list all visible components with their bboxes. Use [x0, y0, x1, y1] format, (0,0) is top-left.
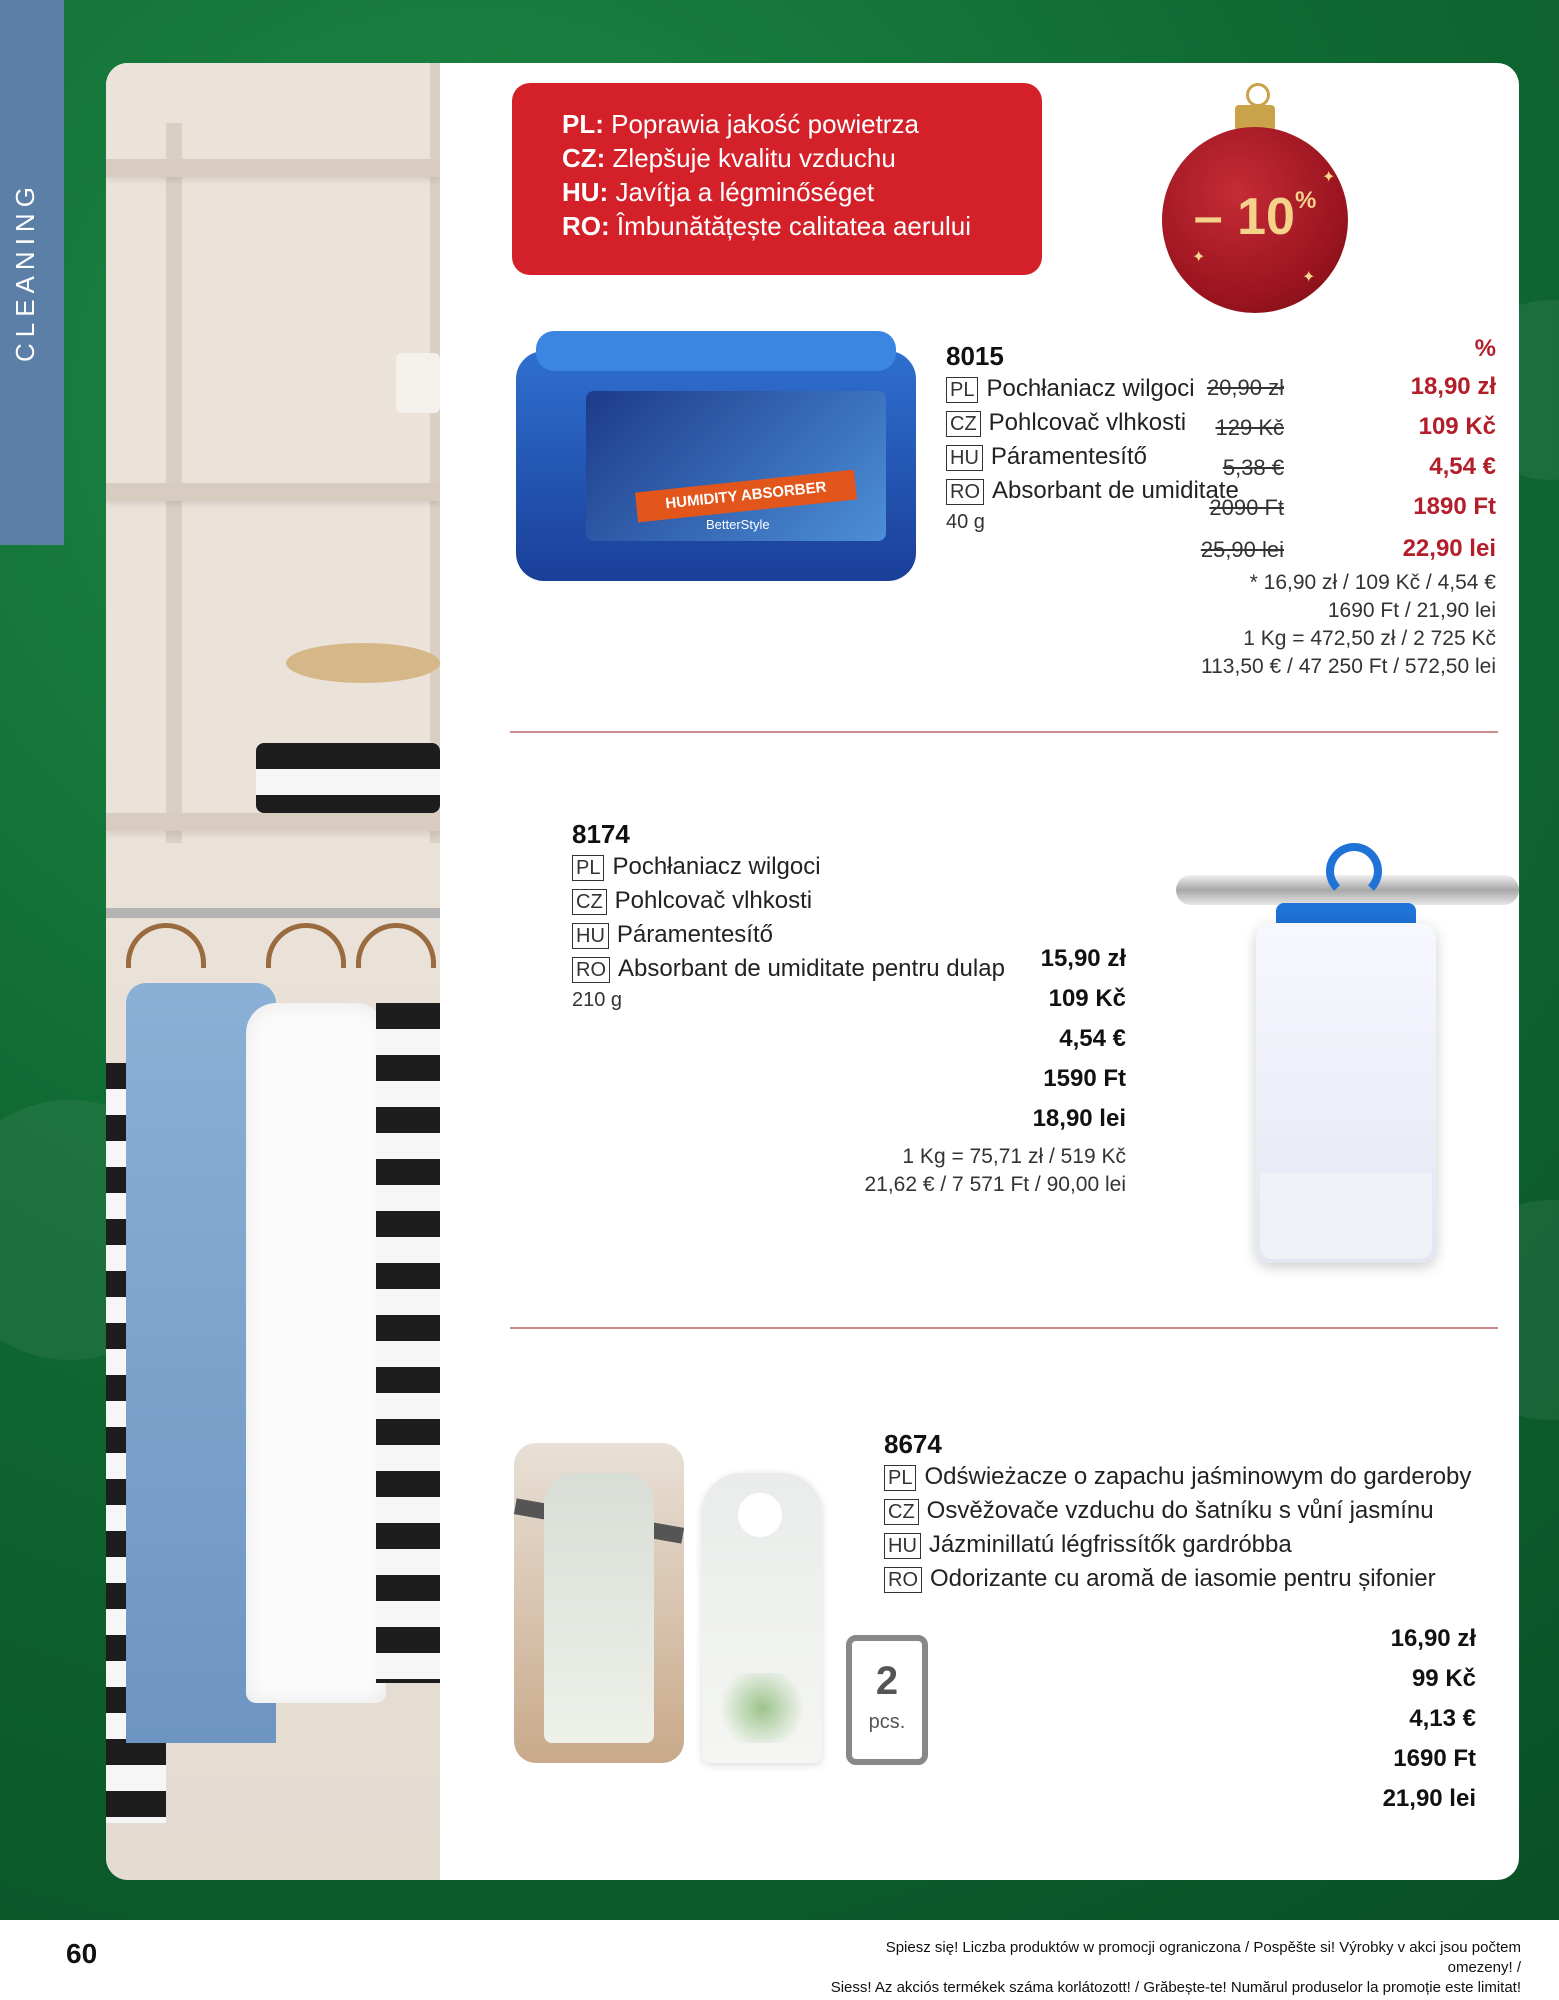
discount-ornament	[1152, 67, 1362, 317]
category-tab	[0, 0, 64, 545]
hanger	[356, 923, 436, 968]
price: 4,54 €	[1059, 1025, 1126, 1052]
price-note: 1 Kg = 75,71 zł / 519 Kč	[902, 1145, 1126, 1168]
product-name-hu: HU Páramentesítő	[946, 443, 1147, 471]
promo-line-ro: RO: Îmbunătățește calitatea aerului	[562, 211, 972, 241]
promo-line-hu: HU: Javítja a légminőséget	[562, 177, 875, 207]
new-price: 4,54 €	[1429, 453, 1496, 480]
percent-header: %	[1474, 335, 1496, 362]
old-price: 5,38 €	[1222, 455, 1284, 480]
price-note: 1690 Ft / 21,90 lei	[1327, 599, 1496, 622]
jar	[396, 353, 440, 413]
air-freshener-photo	[514, 1443, 684, 1763]
hook-icon	[1326, 843, 1382, 899]
humidity-absorber-image	[516, 331, 916, 581]
new-price: 1890 Ft	[1413, 493, 1496, 520]
new-price: 22,90 lei	[1402, 535, 1496, 562]
sparkle-icon: ✦	[1192, 249, 1206, 266]
product-code: 8174	[572, 819, 630, 849]
old-price: 2090 Ft	[1209, 495, 1284, 520]
old-price: 25,90 lei	[1200, 537, 1284, 562]
product-name-hu: HU Jázminillatú légfrissítők gardróbba	[884, 1531, 1292, 1559]
price: 15,90 zł	[1040, 945, 1126, 972]
price-note: 21,62 € / 7 571 Ft / 90,00 lei	[864, 1173, 1126, 1196]
footer-disclaimer: Spiesz się! Liczba produktów w promocji ograniczona / Pospěšte si! Výrobky v akci jsou počtem omezeny! / Siess! Az akciós termékek száma korlátozott! / Grăbește-te! Numărul produselor la promoție este limitat!	[830, 1939, 1521, 1996]
product-weight: 40 g	[946, 511, 985, 533]
hanging-absorber-image	[1176, 803, 1519, 1283]
clothes-rail	[106, 908, 440, 918]
wardrobe-photo	[106, 63, 440, 1880]
price: 16,90 zł	[1390, 1625, 1476, 1652]
air-freshener-tag	[702, 1473, 822, 1763]
product-name-pl: PL Pochłaniacz wilgoci	[946, 375, 1195, 403]
price: 1590 Ft	[1043, 1065, 1126, 1092]
promo-line-pl: PL: Poprawia jakość powietrza	[562, 109, 919, 139]
new-price: 18,90 zł	[1410, 373, 1496, 400]
price-note: 113,50 € / 47 250 Ft / 572,50 lei	[1201, 655, 1496, 678]
price: 18,90 lei	[1032, 1105, 1126, 1132]
price-note: 1 Kg = 472,50 zł / 2 725 Kč	[1243, 627, 1496, 650]
category-label: CLEANING	[10, 181, 40, 362]
price: 21,90 lei	[1382, 1785, 1476, 1812]
leaf-decoration-icon	[712, 1673, 812, 1743]
section-divider	[510, 1327, 1498, 1329]
brand-label: BetterStyle	[706, 517, 770, 532]
product-weight: 210 g	[572, 989, 623, 1011]
product-name-cz: CZ Osvěžovače vzduchu do šatníku s vůní jasmínu	[884, 1497, 1434, 1525]
price-note: * 16,90 zł / 109 Kč / 4,54 €	[1249, 571, 1496, 594]
old-price: 129 Kč	[1215, 415, 1284, 440]
product-name-ro: RO Absorbant de umiditate	[946, 477, 1239, 505]
new-price: 109 Kč	[1418, 413, 1496, 440]
price: 109 Kč	[1048, 985, 1126, 1012]
pieces-badge: 2 pcs.	[846, 1635, 928, 1765]
product-name-ro: RO Absorbant de umiditate pentru dulap	[572, 955, 1005, 983]
straw-hat	[286, 643, 440, 683]
product-name-cz: CZ Pohlcovač vlhkosti	[572, 887, 812, 915]
catalog-card	[106, 63, 1519, 1880]
promo-line-cz: CZ: Zlepšuje kvalitu vzduchu	[562, 143, 896, 173]
hanger	[266, 923, 346, 968]
price: 99 Kč	[1411, 1665, 1476, 1692]
sparkle-icon: ✦	[1322, 169, 1336, 186]
product-name-pl: PL Odświeżacze o zapachu jaśminowym do garderoby	[884, 1463, 1471, 1491]
ornament-loop-icon	[1246, 83, 1270, 107]
product-name-ro: RO Odorizante cu aromă de iasomie pentru șifonier	[884, 1565, 1436, 1593]
product-code: 8674	[884, 1429, 942, 1459]
sparkle-icon: ✦	[1302, 269, 1316, 286]
old-price: 20,90 zł	[1206, 375, 1284, 400]
section-divider	[510, 731, 1498, 733]
promo-banner	[512, 83, 1042, 275]
price: 4,13 €	[1409, 1705, 1476, 1732]
product-code: 8015	[946, 341, 1004, 371]
hanger	[126, 923, 206, 968]
page-number: 60	[66, 1938, 98, 1969]
product-name-cz: CZ Pohlcovač vlhkosti	[946, 409, 1186, 437]
product-name-hu: HU Páramentesítő	[572, 921, 773, 949]
white-top	[246, 1003, 386, 1703]
striped-top	[376, 1003, 440, 1683]
price: 1690 Ft	[1393, 1745, 1476, 1772]
product-name-pl: PL Pochłaniacz wilgoci	[572, 853, 821, 881]
product-label: HUMIDITY ABSORBER	[635, 470, 857, 523]
discount-label: – 10%	[1193, 187, 1317, 246]
hanger-hole-icon	[738, 1493, 782, 1537]
folded-shirt	[256, 743, 440, 813]
